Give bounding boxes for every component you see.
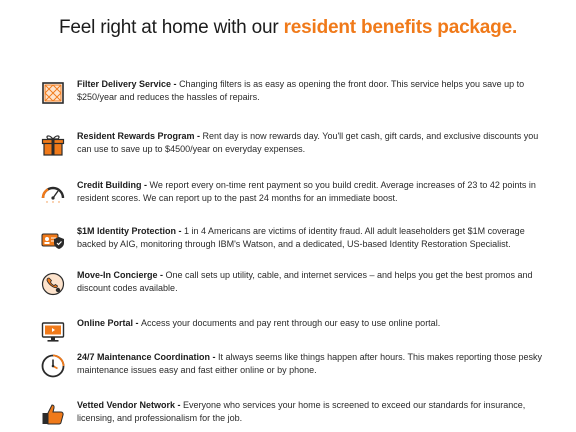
identity-shield-icon [40,227,66,253]
benefit-title: Online Portal - [77,318,142,328]
benefit-text [77,130,547,156]
benefit-title: Move-In Concierge - [77,270,166,280]
benefit-description: We report every on-time rent payment so you build credit. Average increases of 23 to 42 points in resident scores. We can report up to the past 24 months for an immediate boost. [77,180,536,203]
gift-icon [40,132,66,158]
monitor-icon [40,319,66,345]
benefit-title: Vetted Vendor Network - [77,400,184,410]
benefit-description: Access your documents and pay rent through our easy to use online portal. [141,318,441,328]
benefit-text [77,317,547,330]
thumbs-up-icon [40,401,66,427]
benefit-description: One call sets up utility, cable, and internet services – and helps you get the best promos and discount codes available. [77,270,533,293]
benefit-title: $1M Identity Protection - [77,226,185,236]
benefit-title: Filter Delivery Service - [77,79,180,89]
benefit-title: 24/7 Maintenance Coordination - [77,352,219,362]
benefit-title: Resident Rewards Program - [77,131,203,141]
benefit-text [77,269,547,295]
headline-prefix: Feel right at home with our [58,17,284,38]
benefit-description: Rent day is now rewards day. You'll get cash, gift cards, and exclusive discounts you can use to save up to $4500/year on everyday expenses. [77,131,539,154]
headline-accent: resident benefits package. [283,17,518,38]
concierge-icon [40,271,66,297]
clock-icon [40,353,66,379]
benefit-description: Changing filters is as easy as opening the front door. This service helps you save up to $250/year and reduces the hassles of repairs. [77,79,525,102]
benefit-title: Credit Building - [77,180,150,190]
benefit-text [77,78,547,104]
benefit-description: 1 in 4 Americans are victims of identity fraud. All adult leaseholders get $1M coverage backed by AIG, monitoring through IBM's Watson, and a dedicated, US-based Identity Restoration Specialist. [77,226,525,249]
benefit-text [77,179,547,205]
benefit-text [77,225,547,251]
benefit-description: Everyone who services your home is screened to exceed our standards for insurance, licensing, and professionalism for the job. [77,400,526,423]
benefit-description: It always seems like things happen after hours. This makes reporting those pesky maintenance issues easy and fast either online or by phone. [77,352,543,375]
page-headline [0,17,576,39]
credit-gauge-icon [40,181,66,207]
filter-icon [40,80,66,106]
benefit-text [77,399,547,425]
benefit-text [77,351,547,377]
